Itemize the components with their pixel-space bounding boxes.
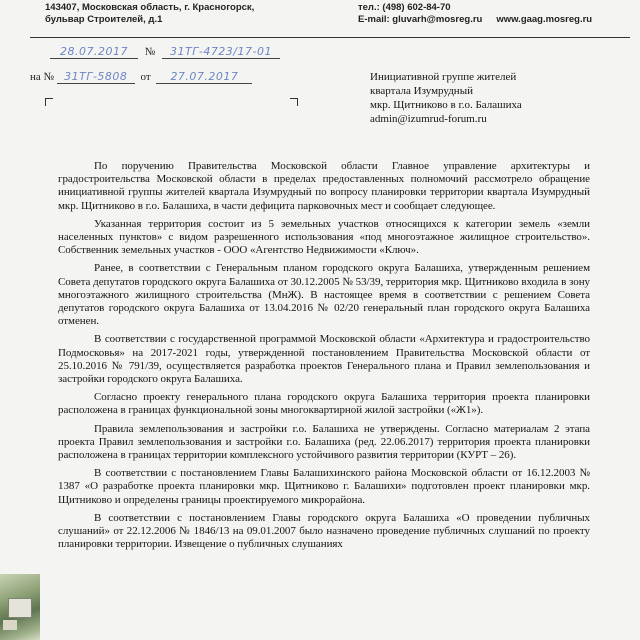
fold-mark-right — [290, 98, 298, 106]
paragraph: По поручению Правительства Московской области Главное управление архитектуры и градостроительства Московской области в пределах предоставленных полномочий рассмотрело обращение инициативной группы жителей квартала Изумрудный по вопросу планировки территории квартала Изумрудный мкр. Щитниково в г.о. Балашиха, в части дефицита парковочных мест и сообщает следующее. — [58, 160, 590, 212]
addressee-line-3: мкр. Щитниково в г.о. Балашиха — [370, 99, 522, 111]
letterhead-divider — [30, 37, 630, 38]
addressee-block — [370, 70, 522, 126]
paragraph: Правила землепользования и застройки г.о. Балашиха не утверждены. Согласно материалам 2 этапа проекта Правил землепользования и застройки г.о. Балашиха (ред. 22.06.2017) территория проекта планировки расположена в границах территории комплексного устойчивого развития территории (КУРТ – 26). — [58, 422, 590, 462]
address-line-1: 143407, Московская область, г. Красногорск, — [45, 2, 255, 13]
addressee-line-2: квартала Изумрудный — [370, 85, 473, 97]
from-label: от — [140, 71, 151, 83]
outgoing-date: 28.07.2017 — [50, 45, 138, 59]
letter-body — [58, 160, 590, 556]
incoming-registration — [30, 70, 252, 84]
paragraph: В соответствии с государственной программой Московской области «Архитектура и градостроительство Подмосковья» на 2017-2021 годы, утвержденной постановлением Правительства Московской области от 25.10.2016 № 791/39, осуществляется разработка проектов Генерального плана и Правил землепользования и застройки городского округа Балашиха. — [58, 333, 590, 386]
letterhead-address — [45, 2, 254, 26]
phone-number: тел.: (498) 602-84-70 — [358, 2, 451, 13]
number-sign: № — [144, 46, 156, 58]
in-reply-date: 27.07.2017 — [156, 70, 252, 84]
paragraph: В соответствии с постановлением Главы городского округа Балашиха «О проведении публичных слушаний» от 22.12.2006 № 1846/13 на 09.01.2007 было назначено проведение публичных слушаний по проекту планировки территории. Извещение о публичных слушаниях — [58, 511, 590, 551]
outgoing-registration — [50, 45, 280, 59]
website: www.gaag.mosreg.ru — [496, 14, 593, 25]
paragraph: В соответствии с постановлением Главы Балашихинского района Московской области от 16.12.2003 № 1387 «О разработке проекта планировки мкр. Щитниково г. Балашихи» подготовлен проект планировки мкр. Щитниково и определены границы проектируемого микрорайона. — [58, 467, 590, 506]
paragraph: Ранее, в соответствии с Генеральным планом городского округа Балашиха, утвержденным решением Совета депутатов городского округа Балашиха от 30.12.2005 № 53/39, территория мкр. Щитниково входила в зону многоэтажного жилищного строительства (МнЖ). В настоящее время в соответствии с решением Совета депутатов городского округа Балашиха от 13.04.2016 № 02/20 генеральный план городского округа Балашиха отменен. — [58, 262, 590, 328]
in-reply-number: 31ТГ-5808 — [57, 70, 135, 84]
address-line-2: бульвар Строителей, д.1 — [45, 14, 163, 25]
addressee-line-1: Инициативной группе жителей — [370, 71, 517, 83]
email-address: E-mail: gluvarh@mosreg.ru — [358, 14, 483, 25]
fold-mark-left — [45, 98, 53, 106]
paragraph: Согласно проекту генерального плана городского округа Балашиха территория проекта планировки расположена в границах функциональной зоны многоквартирной жилой застройки («Ж1»). — [58, 391, 590, 417]
building-shape — [8, 598, 32, 618]
photo-thumbnail — [0, 574, 40, 640]
letterhead-contacts — [358, 2, 592, 26]
in-reply-label: на № — [30, 71, 55, 83]
outgoing-number: 31ТГ-4723/17-01 — [162, 45, 280, 59]
addressee-email: admin@izumrud-forum.ru — [370, 113, 487, 125]
building-shape — [3, 620, 17, 630]
paragraph: Указанная территория состоит из 5 земельных участков относящихся к категории земель «земли населенных пунктов» с видом разрешенного использования «под многоэтажное жилищное строительство». Собственник земельных участков - ООО «Агентство Недвижимости «Ключ». — [58, 217, 590, 257]
